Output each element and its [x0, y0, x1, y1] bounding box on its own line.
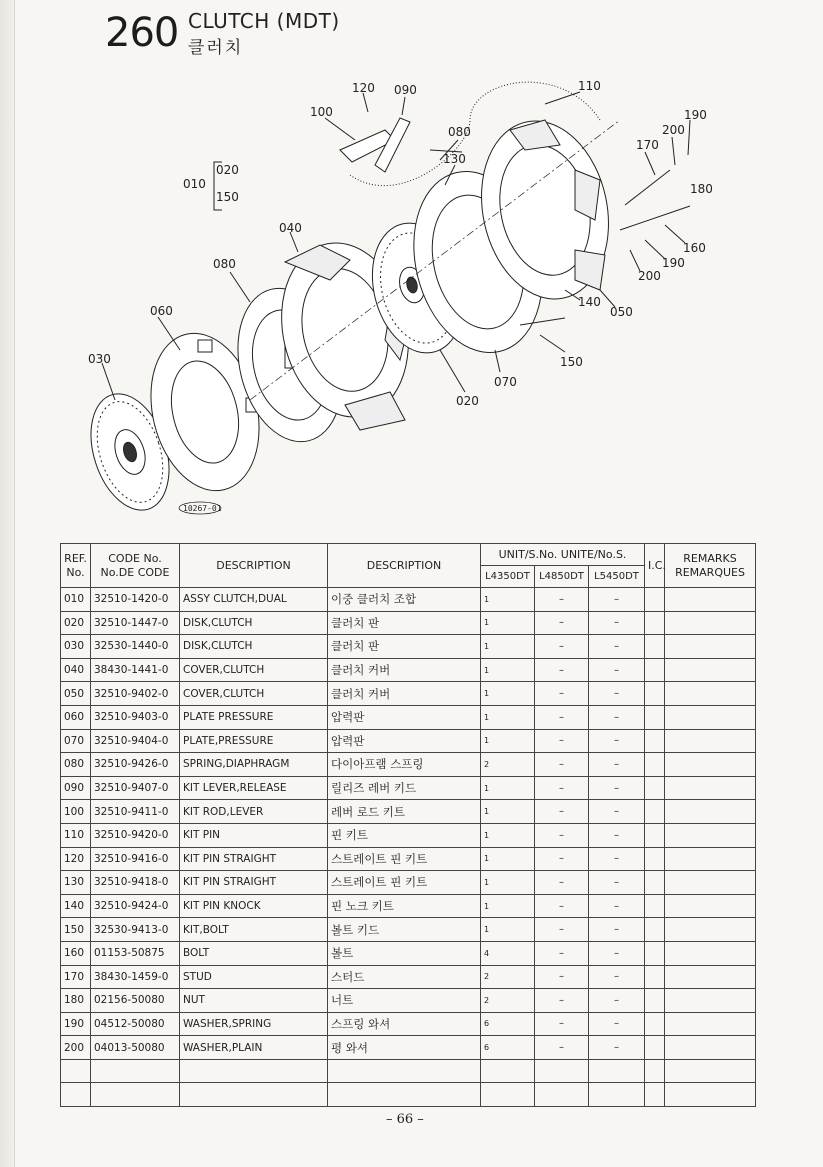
callout-150: 150	[560, 355, 583, 369]
cell-empty	[589, 1083, 645, 1107]
cell-desc-en: DISK,CLUTCH	[180, 611, 328, 635]
cell-empty	[535, 1083, 589, 1107]
callout-050: 050	[610, 305, 633, 319]
cell-desc-en: KIT PIN	[180, 823, 328, 847]
cell-q1: 1	[481, 682, 535, 706]
cell-remarks	[665, 705, 756, 729]
cell-desc-ko: 핀 키트	[328, 823, 481, 847]
cell-ic	[645, 918, 665, 942]
cell-desc-en: NUT	[180, 989, 328, 1013]
cell-code: 32510-9403-0	[91, 705, 180, 729]
cell-desc-en: COVER,CLUTCH	[180, 658, 328, 682]
figure-code: 10267-01	[183, 504, 222, 513]
cell-q3: –	[589, 729, 645, 753]
cell-empty	[535, 1059, 589, 1083]
cell-q1: 1	[481, 635, 535, 659]
table-row	[61, 635, 756, 659]
cell-desc-en: PLATE,PRESSURE	[180, 729, 328, 753]
cell-q3: –	[589, 894, 645, 918]
cell-ref: 160	[61, 941, 91, 965]
cell-ic	[645, 729, 665, 753]
cell-desc-ko: 평 와셔	[328, 1036, 481, 1060]
table-row	[61, 753, 756, 777]
cell-q2: –	[535, 588, 589, 612]
table-row	[61, 1036, 756, 1060]
table-row	[61, 965, 756, 989]
cell-q2: –	[535, 753, 589, 777]
cell-q2: –	[535, 871, 589, 895]
table-row	[61, 588, 756, 612]
cell-desc-ko: 볼트	[328, 941, 481, 965]
cell-q2: –	[535, 894, 589, 918]
cell-remarks	[665, 871, 756, 895]
cell-ic	[645, 635, 665, 659]
cell-ref: 190	[61, 1012, 91, 1036]
cell-remarks	[665, 753, 756, 777]
cell-code: 32510-9420-0	[91, 823, 180, 847]
cell-remarks	[665, 776, 756, 800]
cell-q3: –	[589, 847, 645, 871]
cell-code: 32510-9407-0	[91, 776, 180, 800]
cell-ic	[645, 705, 665, 729]
cell-ref: 010	[61, 588, 91, 612]
cell-empty	[665, 1059, 756, 1083]
cell-ref: 120	[61, 847, 91, 871]
parts-table	[60, 543, 756, 1107]
callout-010: 010	[183, 177, 206, 191]
cell-desc-en: DISK,CLUTCH	[180, 635, 328, 659]
cell-desc-en: COVER,CLUTCH	[180, 682, 328, 706]
cell-q3: –	[589, 918, 645, 942]
cell-q2: –	[535, 1036, 589, 1060]
table-row-empty	[61, 1059, 756, 1083]
cell-ref: 180	[61, 989, 91, 1013]
callout-130: 130	[443, 152, 466, 166]
table-row	[61, 941, 756, 965]
cell-remarks	[665, 1036, 756, 1060]
cell-empty	[481, 1059, 535, 1083]
cell-ref: 060	[61, 705, 91, 729]
cell-q1: 1	[481, 611, 535, 635]
cell-code: 04013-50080	[91, 1036, 180, 1060]
cell-remarks	[665, 894, 756, 918]
cell-desc-ko: 레버 로드 키트	[328, 800, 481, 824]
cell-ref: 200	[61, 1036, 91, 1060]
callout-170: 170	[636, 138, 659, 152]
table-row	[61, 1012, 756, 1036]
cell-q1: 2	[481, 753, 535, 777]
callout-160: 160	[683, 241, 706, 255]
cell-q1: 1	[481, 918, 535, 942]
cell-desc-ko: 스트레이트 핀 키트	[328, 871, 481, 895]
cell-q3: –	[589, 965, 645, 989]
header-remarks: REMARKS REMARQUES	[665, 544, 756, 588]
cell-remarks	[665, 847, 756, 871]
cell-q3: –	[589, 705, 645, 729]
cell-desc-en: BOLT	[180, 941, 328, 965]
cell-q3: –	[589, 753, 645, 777]
header-model-2: L4850DT	[535, 566, 589, 588]
exploded-parts-diagram	[0, 0, 823, 540]
callout-090: 090	[394, 83, 417, 97]
cell-q1: 1	[481, 871, 535, 895]
cell-desc-en: SPRING,DIAPHRAGM	[180, 753, 328, 777]
callout-010-150: 150	[216, 190, 239, 204]
cell-ref: 150	[61, 918, 91, 942]
cell-desc-en: KIT ROD,LEVER	[180, 800, 328, 824]
cell-q2: –	[535, 729, 589, 753]
cell-q3: –	[589, 1012, 645, 1036]
cell-ref: 170	[61, 965, 91, 989]
table-row	[61, 871, 756, 895]
cell-q1: 1	[481, 800, 535, 824]
cell-remarks	[665, 658, 756, 682]
cell-q3: –	[589, 823, 645, 847]
callout-180: 180	[690, 182, 713, 196]
cell-remarks	[665, 588, 756, 612]
callout-030: 030	[88, 352, 111, 366]
cell-ref: 050	[61, 682, 91, 706]
cell-desc-en: STUD	[180, 965, 328, 989]
cell-desc-en: KIT PIN KNOCK	[180, 894, 328, 918]
cell-empty	[91, 1059, 180, 1083]
cell-q1: 1	[481, 729, 535, 753]
header-ic: I.C.	[645, 544, 665, 588]
page-title: CLUTCH (MDT)	[188, 9, 340, 33]
cell-empty	[328, 1059, 481, 1083]
callout-070: 070	[494, 375, 517, 389]
table-row	[61, 776, 756, 800]
table-row-empty	[61, 1083, 756, 1107]
table-row	[61, 729, 756, 753]
cell-q2: –	[535, 611, 589, 635]
header-description-ko: DESCRIPTION	[328, 544, 481, 588]
cell-remarks	[665, 823, 756, 847]
callout-020: 020	[456, 394, 479, 408]
callout-110: 110	[578, 79, 601, 93]
cell-ic	[645, 800, 665, 824]
cell-empty	[61, 1083, 91, 1107]
cell-ic	[645, 871, 665, 895]
cell-desc-en: KIT LEVER,RELEASE	[180, 776, 328, 800]
cell-ic	[645, 753, 665, 777]
cell-code: 32510-9424-0	[91, 894, 180, 918]
cell-ref: 100	[61, 800, 91, 824]
callout-190: 190	[662, 256, 685, 270]
header-ref: REF. No.	[61, 544, 91, 588]
callout-200: 200	[638, 269, 661, 283]
cell-code: 01153-50875	[91, 941, 180, 965]
callout-080: 080	[213, 257, 236, 271]
cell-ic	[645, 682, 665, 706]
cell-q3: –	[589, 611, 645, 635]
cell-q3: –	[589, 635, 645, 659]
cell-q3: –	[589, 989, 645, 1013]
callout-040: 040	[279, 221, 302, 235]
callout-200-top: 200	[662, 123, 685, 137]
cell-remarks	[665, 989, 756, 1013]
header-description-en: DESCRIPTION	[180, 544, 328, 588]
cell-ic	[645, 658, 665, 682]
cell-q2: –	[535, 776, 589, 800]
cell-remarks	[665, 611, 756, 635]
cell-ic	[645, 823, 665, 847]
cell-desc-en: PLATE PRESSURE	[180, 705, 328, 729]
cell-code: 32510-9418-0	[91, 871, 180, 895]
cell-q1: 1	[481, 588, 535, 612]
cell-desc-en: WASHER,PLAIN	[180, 1036, 328, 1060]
cell-q1: 2	[481, 989, 535, 1013]
cell-q3: –	[589, 800, 645, 824]
cell-q3: –	[589, 871, 645, 895]
cell-desc-ko: 압력판	[328, 705, 481, 729]
table-row	[61, 918, 756, 942]
callout-010-020: 020	[216, 163, 239, 177]
cell-ref: 130	[61, 871, 91, 895]
cell-code: 32510-9411-0	[91, 800, 180, 824]
cell-empty	[665, 1083, 756, 1107]
cell-q2: –	[535, 658, 589, 682]
header-unit: UNIT/S.No. UNITE/No.S.	[481, 544, 645, 566]
cell-q2: –	[535, 682, 589, 706]
table-row	[61, 823, 756, 847]
cell-empty	[91, 1083, 180, 1107]
cell-ref: 070	[61, 729, 91, 753]
table-row	[61, 847, 756, 871]
cell-q3: –	[589, 588, 645, 612]
cell-desc-en: KIT,BOLT	[180, 918, 328, 942]
page-title-korean: 클러치	[188, 38, 244, 58]
cell-q2: –	[535, 965, 589, 989]
cell-code: 32510-9402-0	[91, 682, 180, 706]
cell-remarks	[665, 918, 756, 942]
cell-desc-ko: 스트레이트 핀 키트	[328, 847, 481, 871]
cell-code: 38430-1459-0	[91, 965, 180, 989]
cell-q2: –	[535, 705, 589, 729]
cell-code: 02156-50080	[91, 989, 180, 1013]
cell-ic	[645, 847, 665, 871]
cell-remarks	[665, 941, 756, 965]
cell-remarks	[665, 1012, 756, 1036]
cell-desc-en: WASHER,SPRING	[180, 1012, 328, 1036]
cell-q1: 1	[481, 658, 535, 682]
cell-remarks	[665, 800, 756, 824]
cell-desc-ko: 클러치 판	[328, 611, 481, 635]
cell-code: 32510-1447-0	[91, 611, 180, 635]
cell-ic	[645, 611, 665, 635]
cell-q3: –	[589, 682, 645, 706]
page-footer: – 66 –	[386, 1112, 424, 1127]
cell-ic	[645, 941, 665, 965]
cell-desc-ko: 이중 클러치 조합	[328, 588, 481, 612]
cell-code: 32510-9426-0	[91, 753, 180, 777]
cell-q2: –	[535, 918, 589, 942]
cell-code: 32510-9416-0	[91, 847, 180, 871]
header-code: CODE No. No.DE CODE	[91, 544, 180, 588]
cell-q2: –	[535, 989, 589, 1013]
cell-desc-en: KIT PIN STRAIGHT	[180, 871, 328, 895]
cell-empty	[61, 1059, 91, 1083]
table-row	[61, 989, 756, 1013]
cell-q1: 4	[481, 941, 535, 965]
table-row	[61, 658, 756, 682]
cell-q2: –	[535, 800, 589, 824]
cell-empty	[645, 1083, 665, 1107]
cell-empty	[589, 1059, 645, 1083]
header-model-1: L4350DT	[481, 566, 535, 588]
cell-ref: 110	[61, 823, 91, 847]
cell-q2: –	[535, 1012, 589, 1036]
cell-q1: 1	[481, 894, 535, 918]
cell-empty	[481, 1083, 535, 1107]
callout-080-top: 080	[448, 125, 471, 139]
cell-q1: 2	[481, 965, 535, 989]
cell-code: 38430-1441-0	[91, 658, 180, 682]
cell-desc-ko: 클러치 커버	[328, 658, 481, 682]
cell-ic	[645, 1036, 665, 1060]
cell-code: 32510-9404-0	[91, 729, 180, 753]
cell-desc-ko: 스프링 와셔	[328, 1012, 481, 1036]
cell-q2: –	[535, 823, 589, 847]
cell-ic	[645, 588, 665, 612]
cell-ref: 030	[61, 635, 91, 659]
cell-ref: 080	[61, 753, 91, 777]
table-row	[61, 705, 756, 729]
cell-desc-ko: 클러치 판	[328, 635, 481, 659]
callout-100: 100	[310, 105, 333, 119]
cell-q1: 1	[481, 776, 535, 800]
cell-q3: –	[589, 776, 645, 800]
cell-ref: 020	[61, 611, 91, 635]
callout-120: 120	[352, 81, 375, 95]
cell-ic	[645, 989, 665, 1013]
section-number: 260	[105, 10, 179, 56]
cell-q2: –	[535, 635, 589, 659]
cell-q2: –	[535, 941, 589, 965]
table-row	[61, 800, 756, 824]
table-row	[61, 894, 756, 918]
cell-q2: –	[535, 847, 589, 871]
cell-desc-ko: 다이아프램 스프링	[328, 753, 481, 777]
cell-remarks	[665, 965, 756, 989]
cell-code: 32510-1420-0	[91, 588, 180, 612]
cell-desc-ko: 너트	[328, 989, 481, 1013]
cell-q1: 6	[481, 1036, 535, 1060]
cell-remarks	[665, 682, 756, 706]
cell-desc-ko: 스터드	[328, 965, 481, 989]
cell-q1: 1	[481, 823, 535, 847]
cell-code: 32530-9413-0	[91, 918, 180, 942]
cell-q3: –	[589, 658, 645, 682]
cell-desc-ko: 클러치 커버	[328, 682, 481, 706]
cell-empty	[180, 1059, 328, 1083]
cell-remarks	[665, 729, 756, 753]
cell-empty	[645, 1059, 665, 1083]
table-row	[61, 611, 756, 635]
cell-ic	[645, 894, 665, 918]
cell-desc-ko: 핀 노크 키트	[328, 894, 481, 918]
cell-remarks	[665, 635, 756, 659]
cell-q3: –	[589, 941, 645, 965]
callout-140: 140	[578, 295, 601, 309]
table-row	[61, 682, 756, 706]
cell-q3: –	[589, 1036, 645, 1060]
cell-desc-ko: 릴리즈 레버 키드	[328, 776, 481, 800]
cell-desc-ko: 볼트 키드	[328, 918, 481, 942]
cell-q1: 1	[481, 847, 535, 871]
cell-desc-ko: 압력판	[328, 729, 481, 753]
cell-empty	[180, 1083, 328, 1107]
cell-q1: 1	[481, 705, 535, 729]
header-model-3: L5450DT	[589, 566, 645, 588]
cell-empty	[328, 1083, 481, 1107]
cell-ic	[645, 1012, 665, 1036]
cell-ref: 090	[61, 776, 91, 800]
cell-code: 32530-1440-0	[91, 635, 180, 659]
cell-code: 04512-50080	[91, 1012, 180, 1036]
callout-190-top: 190	[684, 108, 707, 122]
cell-ic	[645, 776, 665, 800]
cell-desc-en: KIT PIN STRAIGHT	[180, 847, 328, 871]
cell-q1: 6	[481, 1012, 535, 1036]
callout-060: 060	[150, 304, 173, 318]
cell-desc-en: ASSY CLUTCH,DUAL	[180, 588, 328, 612]
cell-ref: 140	[61, 894, 91, 918]
cell-ic	[645, 965, 665, 989]
cell-ref: 040	[61, 658, 91, 682]
